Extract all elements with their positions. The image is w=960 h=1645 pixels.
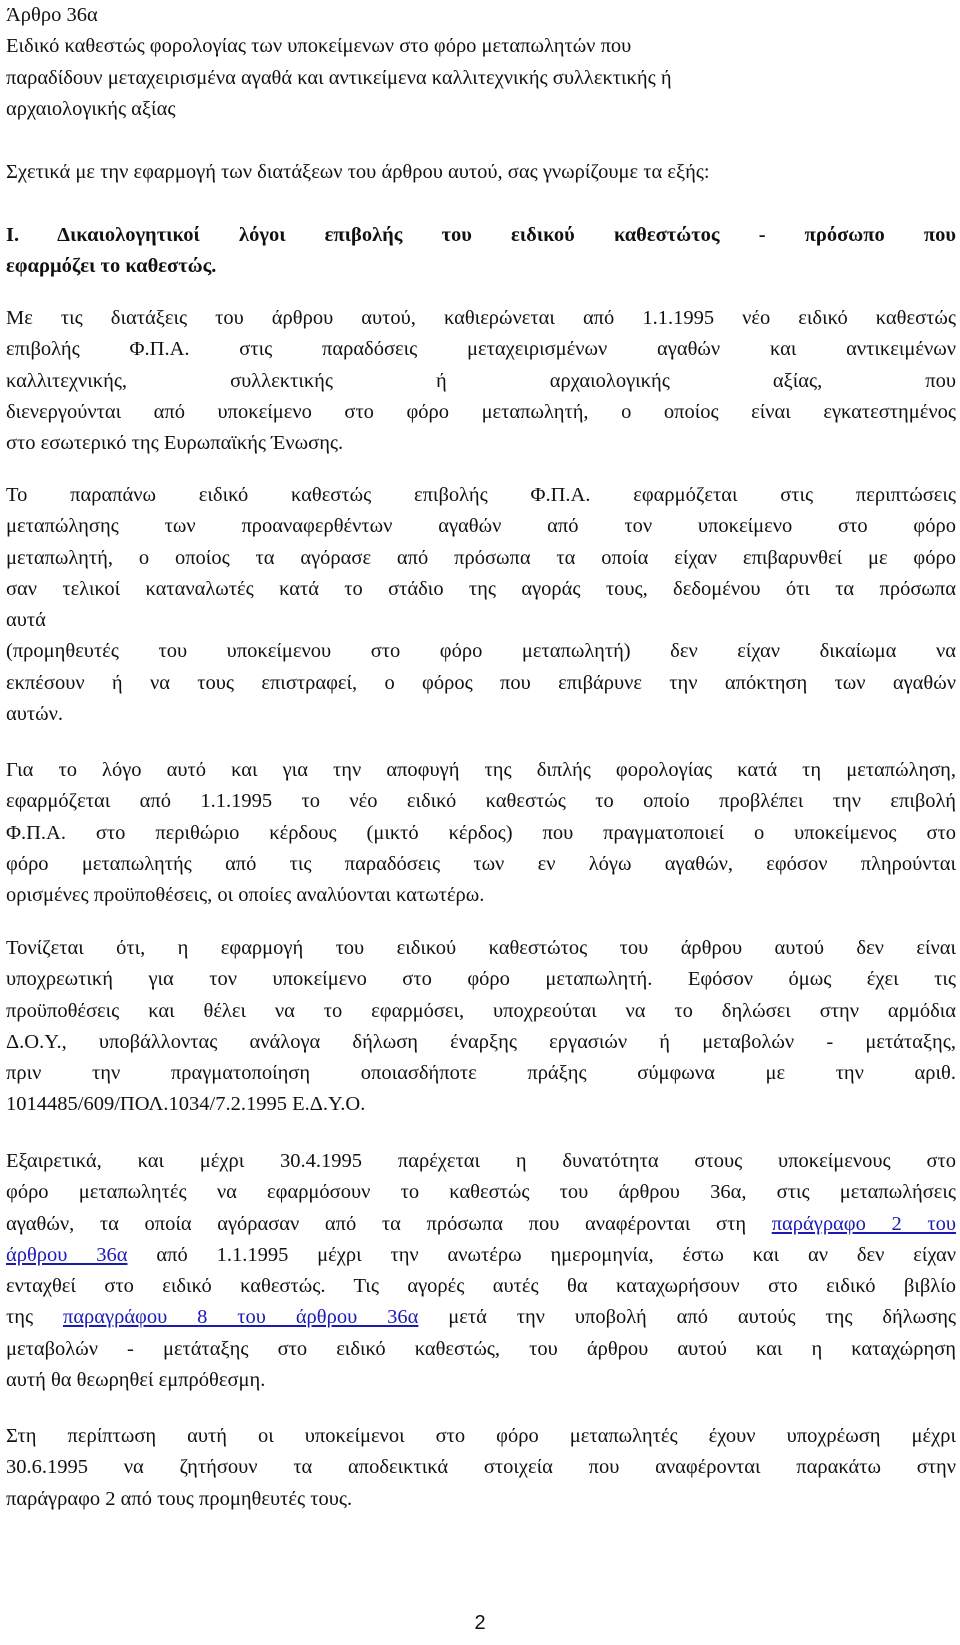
section-heading [6,220,956,283]
paragraph-line: ενταχθεί στο ειδικό καθεστώς. Τις αγορές αυτές θα καταχωρήσουν στο ειδικό βιβλίο [6,1275,956,1298]
link-paragraph-2-article-36a-cont[interactable]: άρθρου 36α [6,1243,128,1266]
article-header [6,0,956,125]
paragraph-line [6,1302,956,1333]
paragraph-line: μεταβολών - μετάταξης στο ειδικό καθεστώς, του άρθρου αυτού και η καταχώρηση [6,1337,956,1360]
paragraph-line: Με τις διατάξεις του άρθρου αυτού, καθιερώνεται από 1.1.1995 νέο ειδικό καθεστώς [6,307,956,329]
paragraph-line: (προμηθευτές του υποκείμενου στο φόρο μεταπωλητή) δεν είχαν δικαίωμα να [6,640,956,663]
paragraph-line: αυτά [6,609,46,632]
section-heading-line: Ι. Δικαιολογητικοί λόγοι επιβολής του ειδικού καθεστώτος - πρόσωπο που [6,224,956,246]
paragraph-line [6,1240,956,1271]
paragraph-line: επιβολής Φ.Π.Α. στις παραδόσεις μεταχειρισμένων αγαθών και αντικειμένων [6,338,956,361]
paragraph-line: 30.6.1995 να ζητήσουν τα αποδεικτικά στοιχεία που αναφέρονται παρακάτω στην [6,1456,956,1479]
paragraph-line: μεταπώλησης των προαναφερθέντων αγαθών από τον υποκείμενο στο φόρο [6,515,956,538]
paragraph-line: στο εσωτερικό της Ευρωπαϊκής Ένωσης. [6,432,344,455]
article-title-line: παραδίδουν μεταχειρισμένα αγαθά και αντικείμενα καλλιτεχνικής συλλεκτικής ή [6,66,672,89]
paragraph-line: 1014485/609/ΠΟΛ.1034/7.2.1995 Ε.Δ.Υ.Ο. [6,1093,366,1116]
intro-text: Σχετικά με την εφαρμογή των διατάξεων του άρθρου αυτού, σας γνωρίζουμε τα εξής: [6,161,710,183]
paragraph-line: εφαρμόζεται από 1.1.1995 το νέο ειδικό καθεστώς το οποίο προβλέπει την επιβολή [6,790,956,813]
paragraph-line: αυτών. [6,703,64,726]
paragraph-line: μεταπωλητή, ο οποίος τα αγόρασε από πρόσωπα τα οποία είχαν επιβαρυνθεί με φόρο [6,546,956,569]
page-number: 2 [474,1612,486,1634]
paragraph-5 [6,1146,956,1396]
paragraph-line: φόρο μεταπωλητές να εφαρμόσουν το καθεστώς του άρθρου 36α, στις μεταπωλήσεις [6,1181,956,1204]
link-paragraph-8-article-36a[interactable]: παραγράφου 8 του άρθρου 36α [62,1306,419,1329]
paragraph-line: Τονίζεται ότι, η εφαρμογή του ειδικού καθεστώτος του άρθρου αυτού δεν είναι [6,937,956,959]
paragraph-line: Φ.Π.Α. στο περιθώριο κέρδους (μικτό κέρδος) που πραγματοποιεί ο υποκείμενος στο [6,821,956,844]
paragraph-line: σαν τελικοί καταναλωτές κατά το στάδιο της αγοράς τους, δεδομένου ότι τα πρόσωπα [6,577,956,600]
paragraph-line: Δ.Ο.Υ., υποβάλλοντας ανάλογα δήλωση έναρξης εργασιών ή μεταβολών - μετάταξης, [6,1030,956,1053]
paragraph-line: Εξαιρετικά, και μέχρι 30.4.1995 παρέχεται η δυνατότητα στους υποκείμενους στο [6,1150,956,1172]
paragraph-4 [6,933,956,1121]
paragraph-line: Το παραπάνω ειδικό καθεστώς επιβολής Φ.Π.Α. εφαρμόζεται στις περιπτώσεις [6,484,956,506]
paragraph-line: πριν την πραγματοποίηση οποιασδήποτε πράξης σύμφωνα με την αριθ. [6,1062,956,1085]
article-title-line: Ειδικό καθεστώς φορολογίας των υποκείμενων στο φόρο μεταπωλητών που [6,35,632,58]
paragraph-line [6,1209,956,1240]
paragraph-text: μετά την υποβολή από αυτούς της δήλωσης [448,1306,957,1329]
link-paragraph-2-article-36a[interactable]: παράγραφο 2 του [771,1212,957,1235]
paragraph-line: υποχρεωτική για τον υποκείμενο στο φόρο μεταπωλητή. Εφόσον όμως έχει τις [6,968,956,991]
paragraph-2 [6,480,956,730]
paragraph-line: καλλιτεχνικής, συλλεκτικής ή αρχαιολογικής αξίας, που [6,369,956,392]
paragraph-6 [6,1421,956,1515]
paragraph-3 [6,755,956,911]
paragraph-line: εκπέσουν ή να τους επιστραφεί, ο φόρος που επιβάρυνε την απόκτηση των αγαθών [6,671,956,694]
paragraph-line: προϋποθέσεις και θέλει να το εφαρμόσει, υποχρεούται να το δηλώσει στην αρμόδια [6,999,956,1022]
paragraph-line: παράγραφο 2 από τους προμηθευτές τους. [6,1487,353,1510]
paragraph-line: Για το λόγο αυτό και για την αποφυγή της διπλής φορολογίας κατά τη μεταπώληση, [6,759,956,781]
paragraph-text: από 1.1.1995 μέχρι την ανωτέρω ημερομηνία, έστω και αν δεν είχαν [156,1243,956,1266]
paragraph-1 [6,303,956,459]
article-number: Άρθρο 36α [6,4,98,26]
paragraph-text: της [6,1306,34,1329]
section-heading-line: εφαρμόζει το καθεστώς. [6,255,217,278]
paragraph-line: ορισμένες προϋποθέσεις, οι οποίες αναλύονται κατωτέρω. [6,884,485,907]
paragraph-text: αγαθών, τα οποία αγόρασαν από τα πρόσωπα που αναφέρονται στη [6,1212,747,1235]
paragraph-line: φόρο μεταπωλητής από τις παραδόσεις των εν λόγω αγαθών, εφόσον πληρούνται [6,852,956,875]
paragraph-line: διενεργούνται από υποκείμενο στο φόρο μεταπωλητή, ο οποίος είναι εγκατεστημένος [6,400,956,423]
intro-paragraph [6,157,956,188]
paragraph-line: Στη περίπτωση αυτή οι υποκείμενοι στο φόρο μεταπωλητές έχουν υποχρέωση μέχρι [6,1425,956,1447]
article-title-line: αρχαιολογικής αξίας [6,97,176,120]
paragraph-line: αυτή θα θεωρηθεί εμπρόθεσμη. [6,1369,266,1392]
